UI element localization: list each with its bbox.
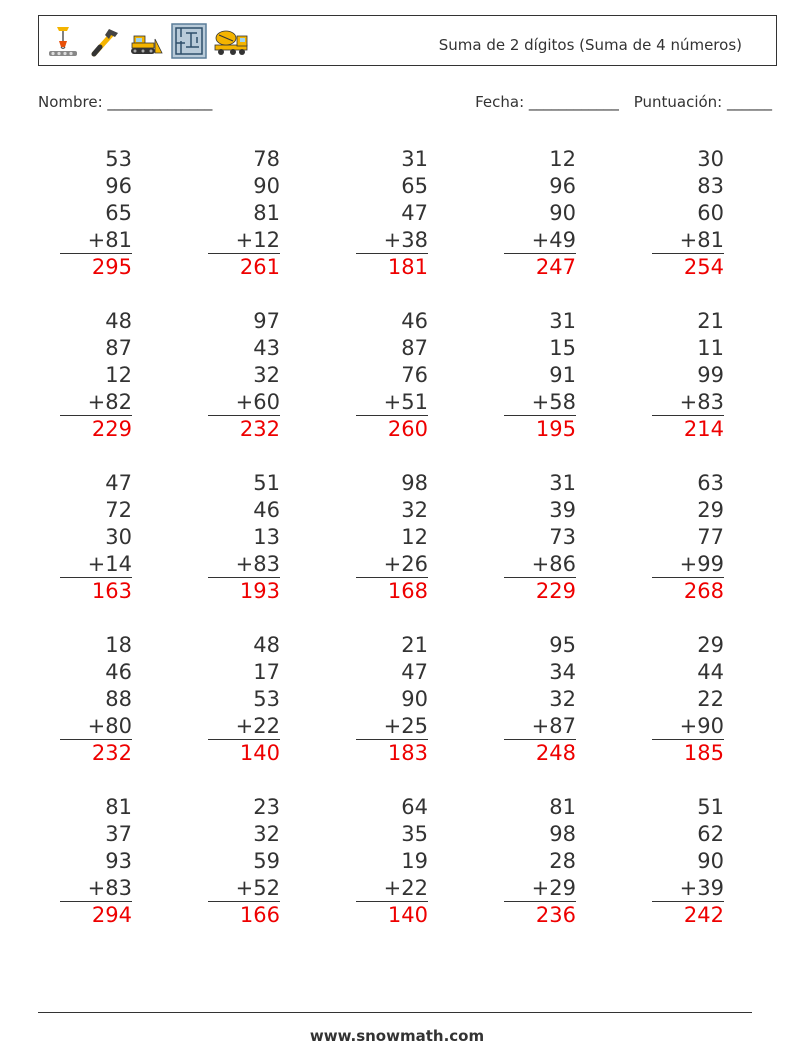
problem-answer: 236	[535, 903, 576, 927]
problem-answer: 185	[683, 741, 724, 765]
problem-addend: 47	[401, 660, 428, 684]
problem-addend: 64	[401, 795, 428, 819]
problem-addend: 62	[697, 822, 724, 846]
problem-answer: 295	[91, 255, 132, 279]
problem-addend: 78	[253, 147, 280, 171]
addition-problem	[60, 794, 132, 929]
header-icons	[45, 22, 249, 60]
maze-icon	[171, 23, 207, 59]
problem-addend: 31	[549, 309, 576, 333]
problem-addend: 47	[105, 471, 132, 495]
problem-addend: 46	[105, 660, 132, 684]
addition-problem	[356, 308, 428, 443]
problem-answer: 183	[387, 741, 428, 765]
addition-problem	[652, 632, 724, 767]
addition-problem	[504, 794, 576, 929]
problem-answer: 140	[387, 903, 428, 927]
problem-addend: +29	[504, 875, 576, 902]
problem-addend: 46	[401, 309, 428, 333]
problem-addend: 13	[253, 525, 280, 549]
problem-addend: 29	[697, 498, 724, 522]
problem-addend: 97	[253, 309, 280, 333]
problem-addend: +83	[652, 389, 724, 416]
problem-answer: 294	[91, 903, 132, 927]
problem-addend: 83	[697, 174, 724, 198]
problem-addend: 34	[549, 660, 576, 684]
addition-problem	[60, 308, 132, 443]
addition-problem	[208, 794, 280, 929]
problem-addend: 29	[697, 633, 724, 657]
problem-addend: 48	[253, 633, 280, 657]
problem-addend: 21	[697, 309, 724, 333]
problem-addend: 31	[401, 147, 428, 171]
footer-divider	[38, 1012, 752, 1013]
worksheet-title: Suma de 2 dígitos (Suma de 4 números)	[438, 36, 742, 54]
problem-addend: 76	[401, 363, 428, 387]
problem-addend: 17	[253, 660, 280, 684]
addition-problem	[652, 308, 724, 443]
problem-addend: 98	[401, 471, 428, 495]
problem-addend: +52	[208, 875, 280, 902]
problem-addend: 91	[549, 363, 576, 387]
problem-addend: 15	[549, 336, 576, 360]
problem-addend: 32	[401, 498, 428, 522]
addition-problem	[652, 794, 724, 929]
problem-addend: +14	[60, 551, 132, 578]
problem-addend: 51	[253, 471, 280, 495]
problem-addend: 88	[105, 687, 132, 711]
problem-addend: 96	[549, 174, 576, 198]
problem-addend: +82	[60, 389, 132, 416]
problem-addend: 99	[697, 363, 724, 387]
problem-addend: +22	[356, 875, 428, 902]
problem-addend: 81	[105, 795, 132, 819]
problem-addend: 32	[253, 363, 280, 387]
addition-problem	[652, 146, 724, 281]
addition-problem	[60, 470, 132, 605]
problem-addend: 63	[697, 471, 724, 495]
problem-addend: 59	[253, 849, 280, 873]
problem-answer: 254	[683, 255, 724, 279]
problem-addend: 53	[105, 147, 132, 171]
problem-addend: 87	[105, 336, 132, 360]
problem-addend: +26	[356, 551, 428, 578]
addition-problem	[60, 146, 132, 281]
addition-problem	[208, 146, 280, 281]
problem-addend: 48	[105, 309, 132, 333]
student-info-row	[38, 93, 772, 113]
problem-addend: +81	[60, 227, 132, 254]
problem-addend: 53	[253, 687, 280, 711]
problem-answer: 261	[239, 255, 280, 279]
problem-answer: 166	[239, 903, 280, 927]
problem-addend: 30	[697, 147, 724, 171]
problem-addend: 11	[697, 336, 724, 360]
problem-addend: 77	[697, 525, 724, 549]
problem-answer: 195	[535, 417, 576, 441]
problem-addend: 95	[549, 633, 576, 657]
problem-answer: 229	[535, 579, 576, 603]
problem-answer: 193	[239, 579, 280, 603]
problem-addend: +58	[504, 389, 576, 416]
problem-addend: +12	[208, 227, 280, 254]
problem-addend: 81	[549, 795, 576, 819]
problem-addend: 30	[105, 525, 132, 549]
problem-addend: +38	[356, 227, 428, 254]
problem-answer: 268	[683, 579, 724, 603]
addition-problem	[504, 308, 576, 443]
addition-problem	[356, 146, 428, 281]
problem-addend: 12	[401, 525, 428, 549]
problem-addend: 12	[105, 363, 132, 387]
problem-addend: 31	[549, 471, 576, 495]
problem-addend: 73	[549, 525, 576, 549]
problem-addend: 90	[697, 849, 724, 873]
addition-problem	[60, 632, 132, 767]
footer-site: www.snowmath.com	[309, 1027, 485, 1045]
problem-addend: 22	[697, 687, 724, 711]
problem-addend: +51	[356, 389, 428, 416]
problem-addend: 72	[105, 498, 132, 522]
problem-answer: 229	[91, 417, 132, 441]
problem-addend: +81	[652, 227, 724, 254]
problem-addend: 90	[253, 174, 280, 198]
addition-problem	[208, 308, 280, 443]
problem-answer: 214	[683, 417, 724, 441]
problem-answer: 242	[683, 903, 724, 927]
problem-addend: 60	[697, 201, 724, 225]
problem-answer: 163	[91, 579, 132, 603]
problem-addend: +90	[652, 713, 724, 740]
problem-answer: 248	[535, 741, 576, 765]
crane-icon	[45, 23, 81, 59]
problem-addend: 98	[549, 822, 576, 846]
problem-addend: 44	[697, 660, 724, 684]
addition-problem	[504, 632, 576, 767]
problem-addend: 37	[105, 822, 132, 846]
problem-addend: 43	[253, 336, 280, 360]
problem-answer: 232	[91, 741, 132, 765]
date-score-fields	[475, 93, 772, 111]
addition-problem	[208, 470, 280, 605]
problem-addend: +80	[60, 713, 132, 740]
problem-addend: +99	[652, 551, 724, 578]
problem-addend: 93	[105, 849, 132, 873]
pipe-wrench-icon	[87, 23, 123, 59]
bulldozer-icon	[129, 23, 165, 59]
addition-problem	[356, 470, 428, 605]
problem-addend: 35	[401, 822, 428, 846]
score-field-label: Puntuación: ______	[633, 93, 772, 111]
problem-addend: +86	[504, 551, 576, 578]
problem-addend: 32	[549, 687, 576, 711]
problem-addend: +49	[504, 227, 576, 254]
problem-addend: 12	[549, 147, 576, 171]
problem-addend: +83	[60, 875, 132, 902]
problem-answer: 140	[239, 741, 280, 765]
problem-addend: +83	[208, 551, 280, 578]
problem-addend: +25	[356, 713, 428, 740]
problem-addend: 87	[401, 336, 428, 360]
date-field-label: Fecha: ____________	[475, 93, 619, 111]
problem-addend: 18	[105, 633, 132, 657]
problem-addend: 96	[105, 174, 132, 198]
problem-addend: +87	[504, 713, 576, 740]
problem-addend: 28	[549, 849, 576, 873]
problem-addend: 90	[549, 201, 576, 225]
addition-problem	[504, 470, 576, 605]
problem-answer: 247	[535, 255, 576, 279]
problem-addend: 51	[697, 795, 724, 819]
problem-addend: 47	[401, 201, 428, 225]
problem-addend: +22	[208, 713, 280, 740]
addition-problem	[356, 794, 428, 929]
problem-addend: +39	[652, 875, 724, 902]
problem-addend: 32	[253, 822, 280, 846]
worksheet-header	[38, 15, 777, 66]
problem-addend: 81	[253, 201, 280, 225]
addition-problem	[652, 470, 724, 605]
problem-addend: 90	[401, 687, 428, 711]
problem-answer: 181	[387, 255, 428, 279]
addition-problem	[208, 632, 280, 767]
cement-mixer-icon	[213, 23, 249, 59]
problem-addend: +60	[208, 389, 280, 416]
problem-addend: 46	[253, 498, 280, 522]
problem-addend: 19	[401, 849, 428, 873]
addition-problem	[504, 146, 576, 281]
problem-addend: 65	[401, 174, 428, 198]
problem-addend: 21	[401, 633, 428, 657]
problem-addend: 39	[549, 498, 576, 522]
problem-addend: 23	[253, 795, 280, 819]
name-field-label: Nombre: ______________	[38, 93, 213, 111]
problem-answer: 168	[387, 579, 428, 603]
addition-problem	[356, 632, 428, 767]
problem-addend: 65	[105, 201, 132, 225]
problem-answer: 232	[239, 417, 280, 441]
problem-answer: 260	[387, 417, 428, 441]
